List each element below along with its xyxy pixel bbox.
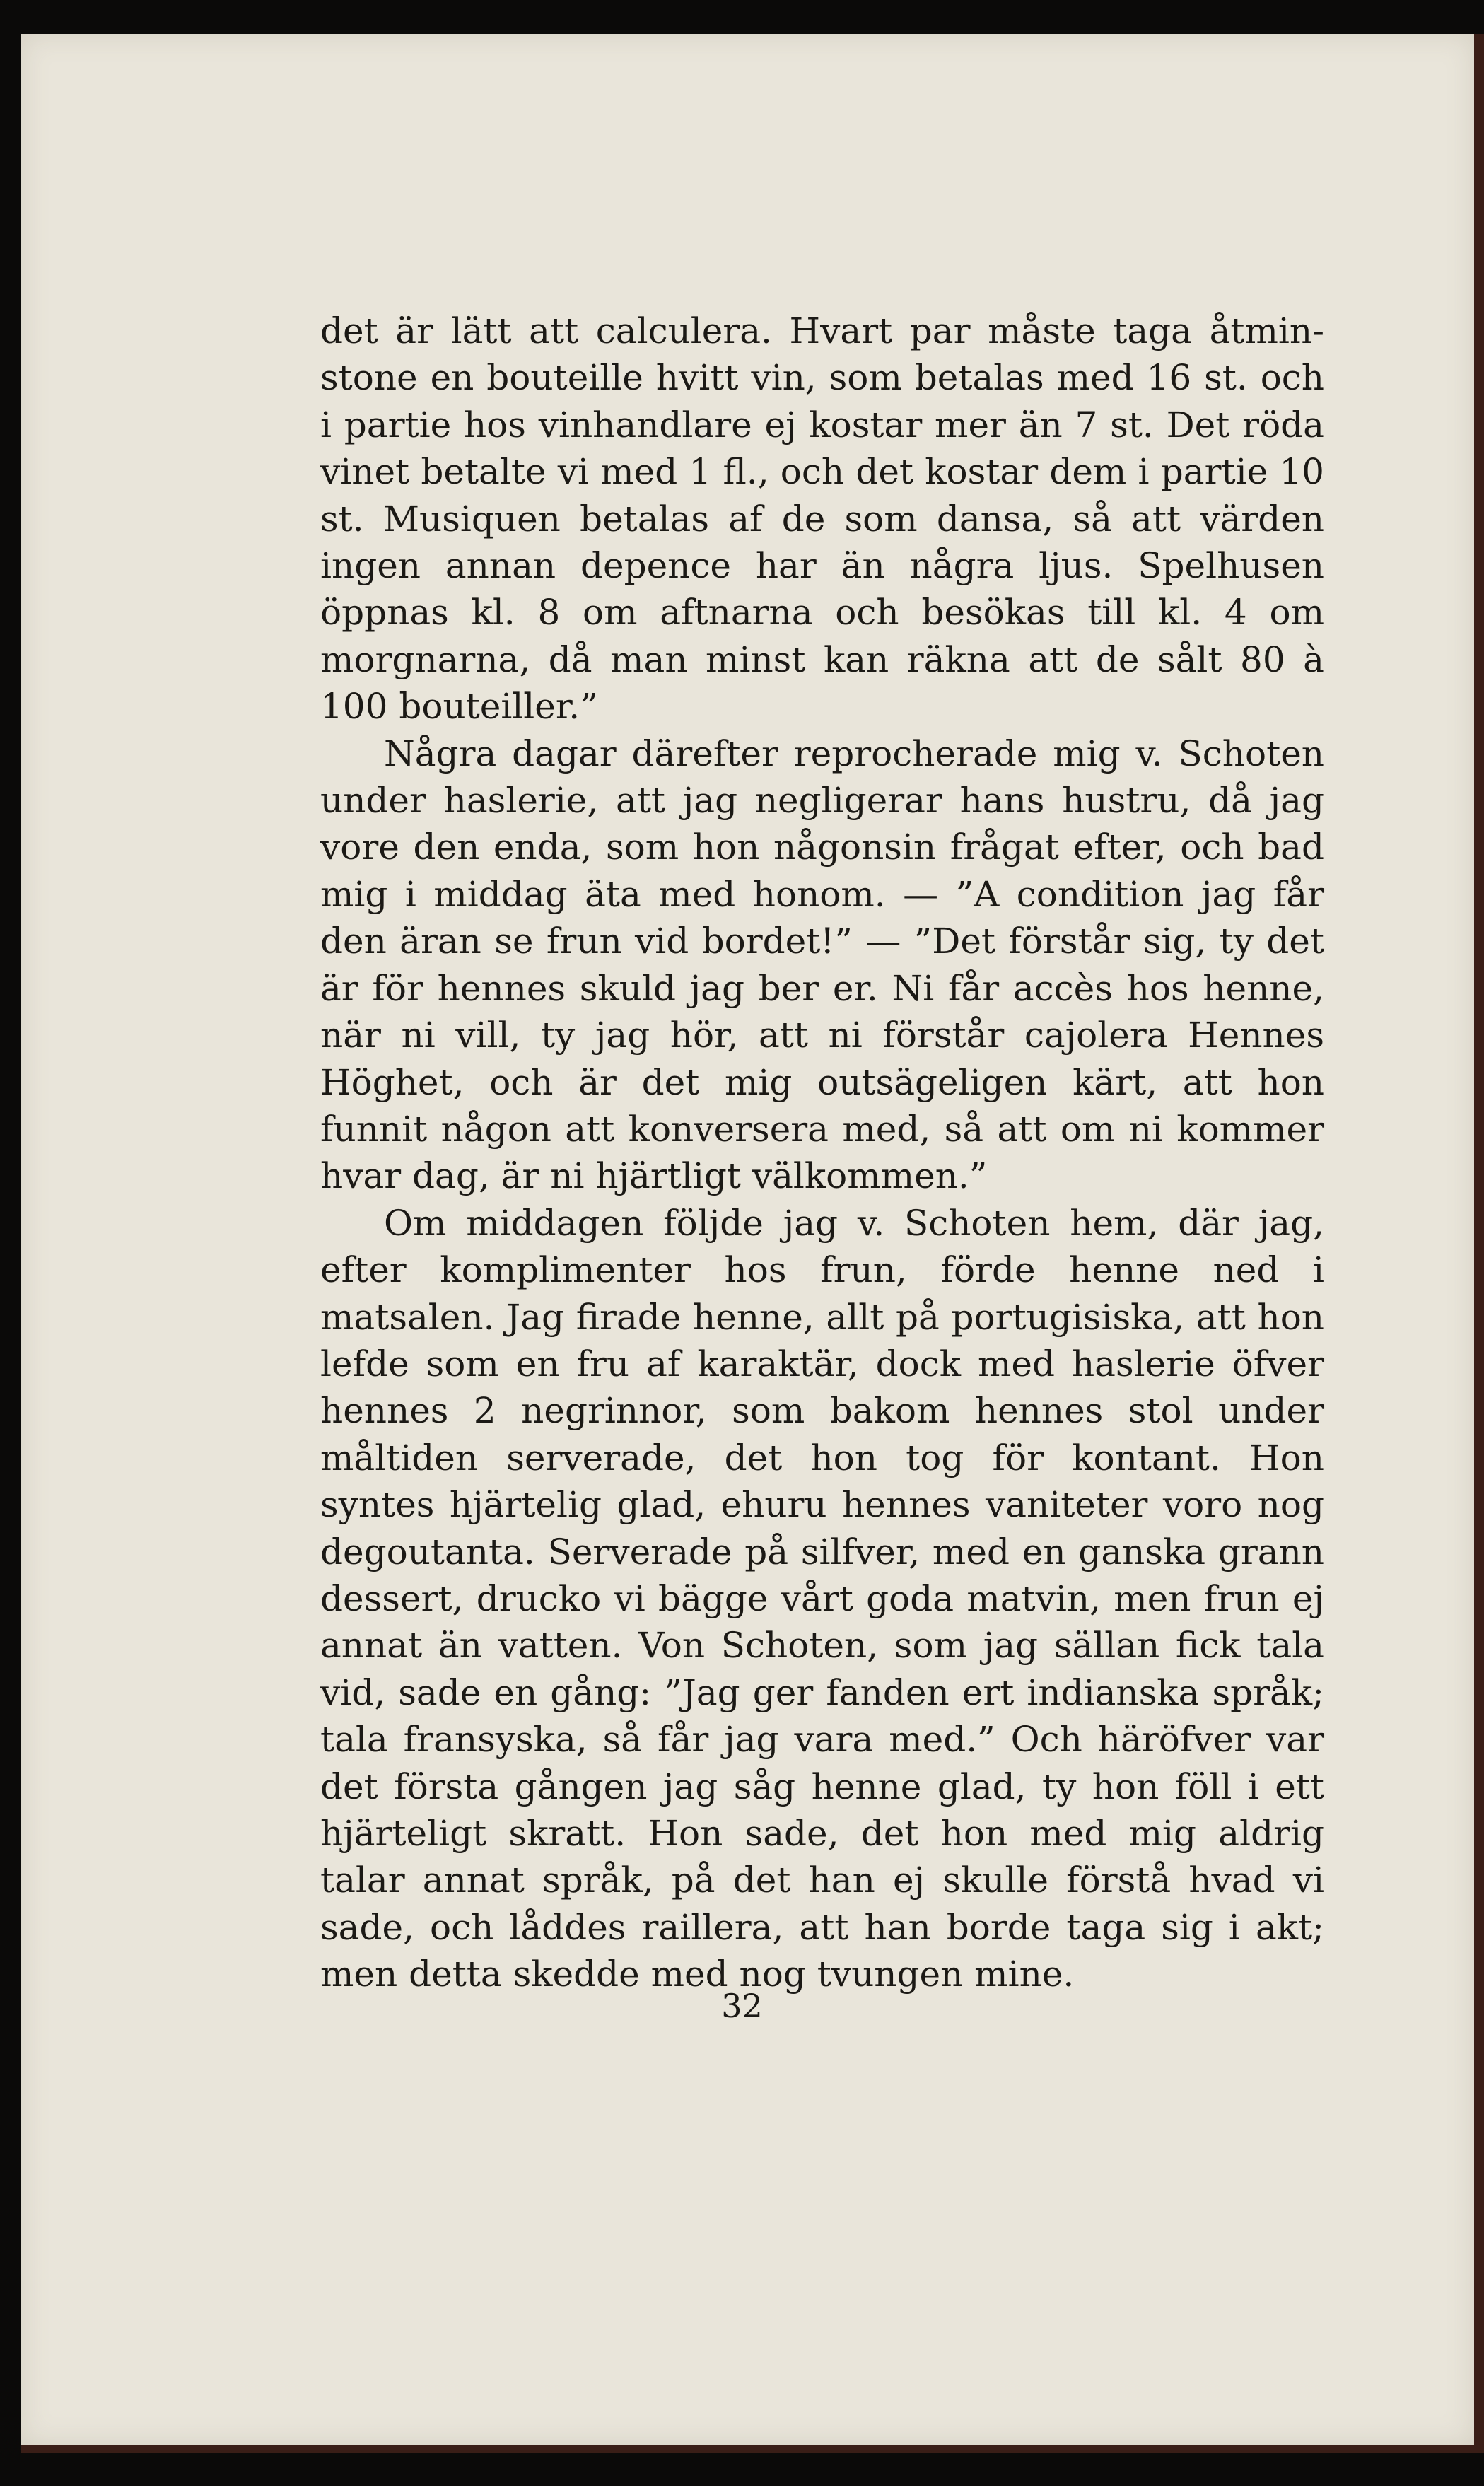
book-cover-edge-bottom	[21, 2445, 1484, 2453]
page-number: 32	[721, 1987, 763, 2025]
paragraph: Om middagen följde jag v. Schoten hem, där jag, efter komplimenter hos frun, förde henne ned i matsalen. Jag firade henne, allt på portugisiska, att hon lefde som en fru af karaktär, dock med haslerie öfver hennes 2 negrinnor, som bakom hennes stol under måltiden serverade, det hon tog för kontant. Hon syntes hjärtelig glad, ehuru hennes vaniteter voro nog degoutanta. Serverade på silfver, med en ganska grann dessert, drucko vi bägge vårt goda matvin, men frun ej annat än vatten. Von Schoten, som jag sällan fick tala vid, sade en gång: ”Jag ger fanden ert indianska språk; tala fransyska, så får jag vara med.” Och häröfver var det första gången jag såg henne glad, ty hon föll i ett hjärteligt skratt. Hon sade, det hon med mig aldrig talar annat språk, på det han ej skulle förstå hvad vi sade, och låddes raillera, att han borde taga sig i akt; men detta skedde med nog tvungen mine.	[320, 1202, 1324, 1995]
book-cover-edge-right	[1474, 34, 1484, 2445]
paragraph: Några dagar därefter reprocherade mig v. Schoten under haslerie, att jag negligerar hans hustru, då jag vore den enda, som hon någonsin frågat efter, och bad mig i middag äta med honom. — ”A condition jag får den äran se frun vid bordet!” — ”Det förstår sig, ty det är för hennes skuld jag ber er. Ni får accès hos henne, när ni vill, ty jag hör, att ni förstår cajolera Hennes Höghet, och är det mig outsägeligen kärt, att hon funnit någon att konversera med, så att om ni kommer hvar dag, är ni hjärtligt välkommen.”	[320, 733, 1324, 1197]
page-body-text	[320, 308, 1324, 1998]
paragraph-continuation: det är lätt att calculera. Hvart par måste taga åtminstone en bouteille hvitt vin, som betalas med 16 st. och i partie hos vinhandlare ej kostar mer än 7 st. Det röda vinet betalte vi med 1 fl., och det kostar dem i partie 10 st. Musiquen betalas af de som dansa, så att värden ingen annan depence har än några ljus. Spelhusen öppnas kl. 8 om aftnarna och besökas till kl. 4 om morgnarna, då man minst kan räkna att de sålt 80 à 100 bouteiller.”	[320, 310, 1324, 728]
